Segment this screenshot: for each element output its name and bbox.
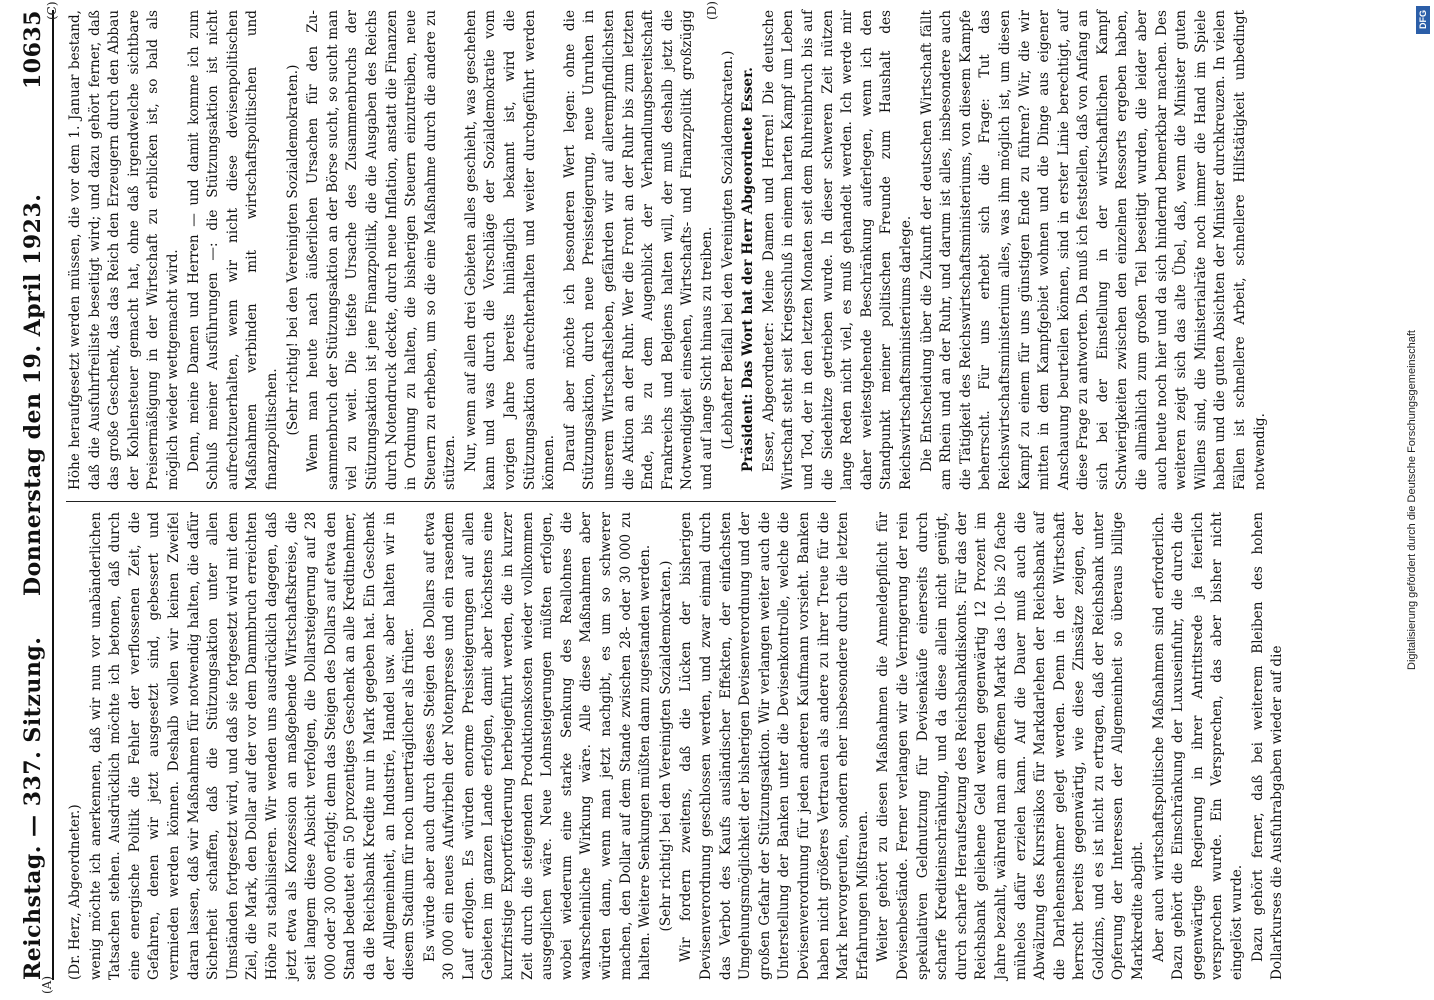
paragraph: Wir fordern zweitens, daß die Lücken der bisherigen Devisenverordnung geschlossen werden, und zwar einmal durch das Verbot des Kaufs ausländischer Effekten, der einfachsten Umgehungsmöglichkeit der bisherigen Devisenverordnung und der großen Gefahr der Stützungsaktion. Wir verlangen weiter auch die Unterstellung der Banken unter die Devisenkontrolle, welche die Devisenverordnung für jeden anderen Kaufmann vorsieht. Banken haben nicht größeres Vertrauen als andere zu ihrer Treue für die Mark hervorgerufen, sondern eher insbesondere durch die letzten Erfahrungen Mißtrauen. <box>678 512 871 980</box>
header-date: Donnerstag den 19. April 1923. <box>20 193 46 596</box>
paragraph: Aber auch wirtschaftspolitische Maßnahmen sind erforderlich. Dazu gehört die Einschränkung der Luxuseinfuhr, die durch die gegenwärtige Regierung in ihrer Antrittsrede ja feierlich versprochen wurde. Ein Versprechen, das aber bisher nicht eingelöst wurde. <box>1150 512 1246 980</box>
paragraph: Nur, wenn auf allen drei Gebieten alles geschieht, was geschehen kann und was durch die Vorschläge der Sozialdemokratie vom vorigen Jahre bereits hinlänglich bekannt ist, wird die Stützungsaktion aufrechterhalten und weiter durchgeführt werden können. <box>462 10 558 490</box>
digitization-note: Digitalisierung gefördert durch die Deutsche Forschungsgemeinschaft <box>1406 330 1418 670</box>
interjection: (Sehr richtig! bei den Vereinigten Sozialdemokraten.) <box>284 64 301 436</box>
header-session: Reichstag. — 337. Sitzung. <box>20 636 46 980</box>
text-column-left <box>66 512 1286 980</box>
column-divider <box>66 501 836 502</box>
page-header <box>14 0 54 1000</box>
header-rule <box>52 10 54 980</box>
page-number: 10635 <box>20 10 46 90</box>
speaker-continuation: (Dr. Herz, Abgeordneter.) <box>67 804 83 980</box>
margin-marker-a: (A) <box>40 975 54 994</box>
paragraph: Wenn man heute nach äußerlichen Ursachen für den Zusammenbruch der Stützungsaktion an der Börse sucht, so sucht man viel zu weit. Die tiefste Ursache des Zusammenbruchs der Stützungsaktion ist jene Finanzpolitik, die die Ausgaben des Reichs durch Notendruck deckte, durch neue Inflation, anstatt die Finanzen in Ordnung zu halten, die bisherigen Steuern einzutreiben, neue Steuern zu erheben, um so die eine Maßnahme durch die andere zu stützen. <box>305 10 459 490</box>
paragraph: wenig möchte ich anerkennen, daß wir nun vor unabänderlichen Tatsachen stehen. Ausdrücklich möchte ich betonen, daß durch eine energische Politik die Fehler der verflossenen Zeit, die Gefahren, denen wir jetzt ausgesetzt sind, gebessert und vermieden werden können. Deshalb wollen wir keinen Zweifel daran lassen, daß wir Maßnahmen für notwendig halten, die dafür Sicherheit schaffen, daß die Stützungsaktion unter allen Umständen fortgesetzt wird, und daß sie fortgesetzt wird mit dem Ziel, die Mark, den Dollar auf der vor dem Dammbruch erreichten Höhe zu stabilisieren. Wir wenden uns ausdrücklich dagegen, daß jetzt etwa als Konzession an maßgebende Wirtschaftskreise, die seit langem diese Absicht verfolgen, die Dollarsteigerung auf 28 000 oder 30 000 erfolgt; denn das Steigen des Dollars auf etwa den Stand bedeutet ein 50 prozentiges Geschenk an alle Kreditnehmer, da die Reichsbank Kredite nur in Mark gegeben hat. Ein Geschenk der Allgemeinheit, an Industrie, Handel usw. aber halten wir in diesem Stadium für noch unerträglicher als früher. <box>87 512 418 980</box>
speaker-paragraph: Esser, Abgeordneter: Meine Damen und Herren! Die deutsche Wirtschaft steht seit Kriegsschluß in einem harten Kampf um Leben und Tod, der in den letzten Monaten seit dem Ruhreinbruch bis auf die Siedehitze getrieben wurde. In dieser schweren Zeit nützen lange Reden nicht viel, es muß gehandelt werden. Ich werde mir daher weitestgehende Beschränkung auferlegen, wenn ich den Standpunkt meiner politischen Freunde zum Haushalt des Reichswirtschaftsministeriums darlege. <box>760 10 914 490</box>
paragraph: Denn, meine Damen und Herren — und damit komme ich zum Schluß meiner Ausführungen —: die Stützungsaktion ist nicht aufrechtzuerhalten, wenn wir nicht diese devisenpolitischen Maßnahmen verbinden mit wirtschaftspolitischen und finanzpolitischen. <box>185 10 280 490</box>
dfg-logo: DFG <box>1416 6 1430 34</box>
president-statement: Präsident: Das Wort hat der Herr Abgeordnete Esser. <box>740 67 757 472</box>
paragraph: Dazu gehört ferner, daß bei weiterem Bleiben des hohen Dollarkurses die Ausfuhrabgaben wieder auf die <box>1249 512 1286 980</box>
paragraph: Höhe heraufgesetzt werden müssen, die vor dem 1. Januar bestand, daß die Ausfuhrfreiliste beseitigt wird; und dazu gehört ferner, daß das große Geschenk, das das Reich den Erzeugern durch den Abbau der Kohlensteuer gemacht hat, ohne daß irgendwelche sichtbare Preisermäßigung in der Wirtschaft zu erblicken ist, so bald als möglich wieder wettgemacht wird. <box>67 10 181 490</box>
paragraph: Weiter gehört zu diesen Maßnahmen die Anmeldepflicht für Devisenbestände. Ferner verlangen wir die Verringerung der rein spekulativen Geldnutzung für Devisenkäufe einerseits durch scharfe Krediteinschränkung, und da diese allein nicht genügt, durch scharfe Heraufsetzung des Reichsbankdiskonts. Für das der Reichsbank geliehene Geld werden gegenwärtig 12 Prozent im Jahre bezahlt, während man am offenen Markt das 10- bis 20 fache mühelos dafür erzielen kann. Auf die Dauer muß auch die Abwälzung des Kursrisikos für Markdarlehen der Reichsbank auf die Darlehensnehmer gelegt werden. Denn in der Wirtschaft herrscht bereits gegenwärtig, wie diese Zinssätze zeigen, der Goldzins, und es ist nicht zu ertragen, daß der Reichsbank unter Opferung der Interessen der Allgemeinheit so überaus billige Markkredite abgibt. <box>875 512 1147 980</box>
margin-marker-d: (D) <box>705 1 719 20</box>
margin-marker-c: (C) <box>45 1 59 20</box>
interjection: (Lebhafter Beifall bei den Vereinigten Sozialdemokraten.) <box>719 50 736 450</box>
paragraph: Die Entscheidung über die Zukunft der deutschen Wirtschaft fällt am Rhein und an der Ruhr, und darum ist alles, insbesondere auch die Tätigkeit des Reichswirtschaftsministeriums, von diesem Kampfe beherrscht. Für uns erhebt sich die Frage: Tut das Reichswirtschaftsministerium alles, was ihm möglich ist, um diesen Kampf zu einem für uns günstigen Ende zu führen? Wir, die wir mitten in dem Kampfgebiet wohnen und die Dinge aus eigener Anschauung beurteilen können, sind in erster Linie berechtigt, auf diese Frage zu antworten. Da muß ich feststellen, daß von Anfang an sich bei der Einstellung in der wirtschaftlichen Kampf Schwierigkeiten zwischen den einzelnen Ressorts ergeben haben, die allmählich zum großen Teil beseitigt wurden, die leider aber auch heute noch hier und da sich hindernd bemerkbar machen. Des weiteren zeigt sich das alte Übel, daß, wenn die Minister guten Willens sind, die Ministerialräte noch immer die Hand im Spiele haben und die guten Absichten der Minister durchkreuzen. In vielen Fällen ist schnellere Arbeit, schnellere Hilfstätigkeit unbedingt notwendig. <box>918 10 1268 490</box>
text-column-right <box>66 10 1268 490</box>
paragraph: Es würde aber auch durch dieses Steigen des Dollars auf etwa 30 000 ein neues Aufwirbeln der Notenpresse und ein rasendem Lauf erfolgen. Es würden enorme Preissteigerungen auf allen Gebieten im ganzen Lande erfolgen, damit aber höchstens eine kurzfristige Exportförderung herbeigeführt werden, die in kurzer Zeit durch die steigenden Produktionskosten wieder vollkommen ausgeglichen wäre. Neue Lohnsteigerungen müßten erfolgen, wobei wiederum eine starke Senkung des Reallohnes die wahrscheinliche Wirkung wäre. Alle diese Maßnahmen aber würden dann, wenn man jetzt nachgibt, es um so schwerer machen, den Dollar auf dem Stande zwischen 28- oder 30 000 zu halten. Weitere Senkungen müßten dann zugestanden werden. <box>421 512 654 980</box>
paragraph: Darauf aber möchte ich besonderen Wert legen: ohne die Stützungsaktion, durch neue Preissteigerung, neue Unruhen in unserem Wirtschaftsleben, gefährden wir auf allerempfindlichsten die Aktion an der Ruhr. Wer die Front an der Ruhr bis zum letzten Ende, bis zu dem Augenblick der Verhandlungsbereitschaft Frankreichs und Belgiens halten will, der muß deshalb jetzt die Notwendigkeit einsehen, Wirtschafts- und Finanzpolitik großzügig und auf lange Sicht hinaus zu treiben. <box>561 10 715 490</box>
interjection: (Sehr richtig! bei den Vereinigten Sozialdemokraten.) <box>657 560 674 932</box>
